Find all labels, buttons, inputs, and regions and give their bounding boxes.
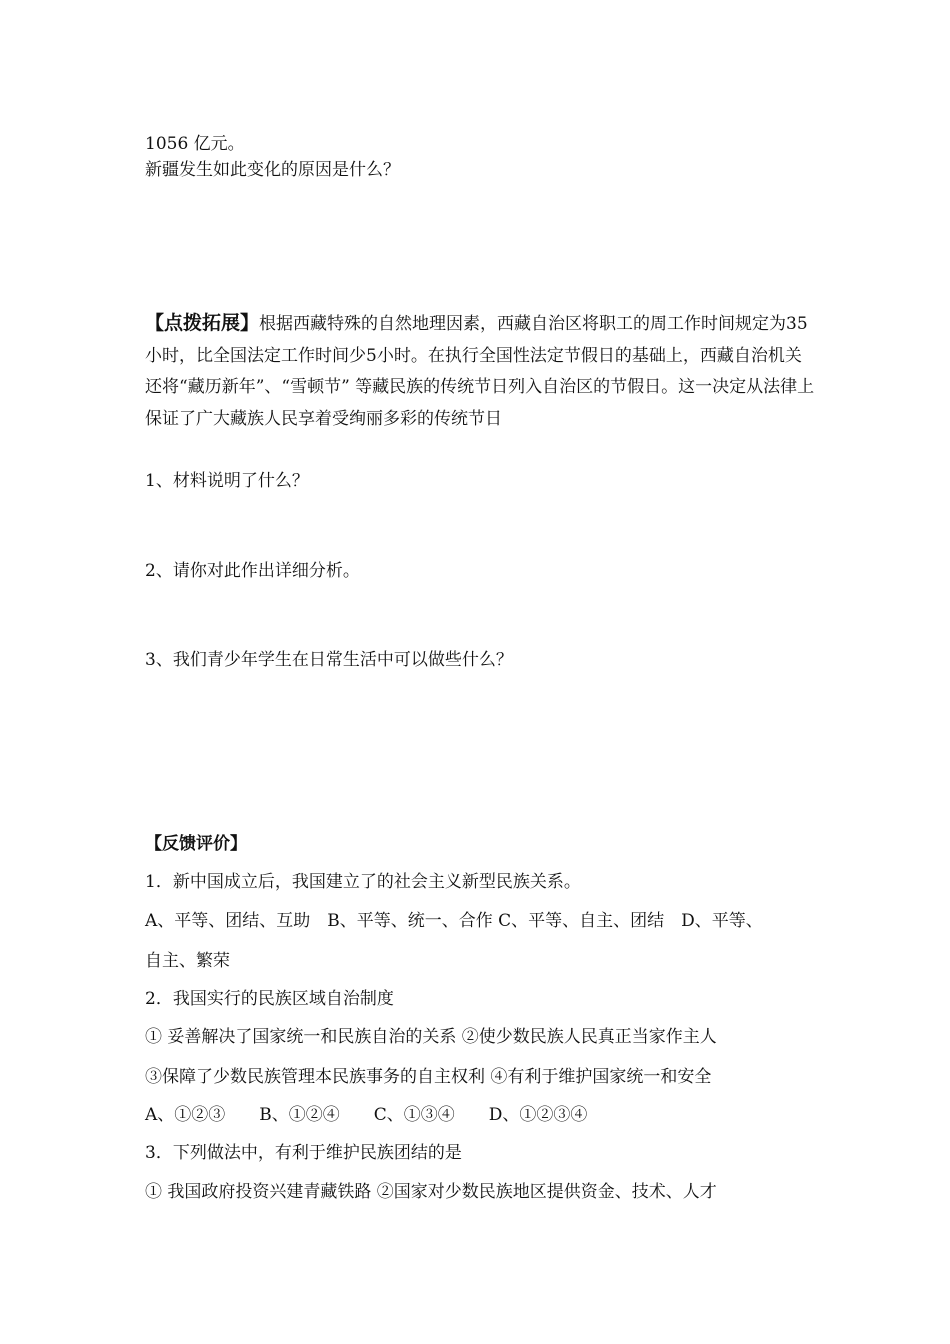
extension-question-2: 2、请你对此作出详细分析。 [145,561,360,581]
intro-line-1: 1056 亿元。 [145,134,245,154]
feedback-heading: 【反馈评价】 [145,834,247,854]
q2-items-line-2: ③保障了少数民族管理本民族事务的自主权利 ④有利于维护国家统一和安全 [145,1067,712,1087]
q2-stem: 2．我国实行的民族区域自治制度 [145,989,394,1009]
q3-stem: 3．下列做法中，有利于维护民族团结的是 [145,1143,462,1163]
extension-paragraph [145,308,815,435]
intro-question: 新疆发生如此变化的原因是什么？ [145,160,400,180]
extension-question-1: 1、材料说明了什么？ [145,471,309,491]
extension-heading: 【点拨拓展】 [145,312,260,334]
q1-options-line-1: A、平等、团结、互助 B、平等、统一、合作 C、平等、自主、团结 D、平等、 [145,911,763,931]
extension-text: 根据西藏特殊的自然地理因素，西藏自治区将职工的周工作时间规定为35小时，比全国法定工作时间少5小时。在执行全国性法定节假日的基础上，西藏自治机关还将“藏历新年”、“雪顿节” 等藏民族的传统节日列入自治区的节假日。这一决定从法律上保证了广大藏族人民享着受绚丽多彩的传统节日 [145,314,815,429]
q3-items-line-1: ① 我国政府投资兴建青藏铁路 ②国家对少数民族地区提供资金、技术、人才 [145,1182,717,1202]
q2-options: A、①②③ B、①②④ C、①③④ D、①②③④ [145,1105,588,1125]
extension-question-3: 3、我们青少年学生在日常生活中可以做些什么？ [145,650,513,670]
q1-options-line-2: 自主、繁荣 [145,951,230,971]
q1-stem: 1．新中国成立后，我国建立了的社会主义新型民族关系。 [145,872,581,892]
q2-items-line-1: ① 妥善解决了国家统一和民族自治的关系 ②使少数民族人民真正当家作主人 [145,1027,717,1047]
